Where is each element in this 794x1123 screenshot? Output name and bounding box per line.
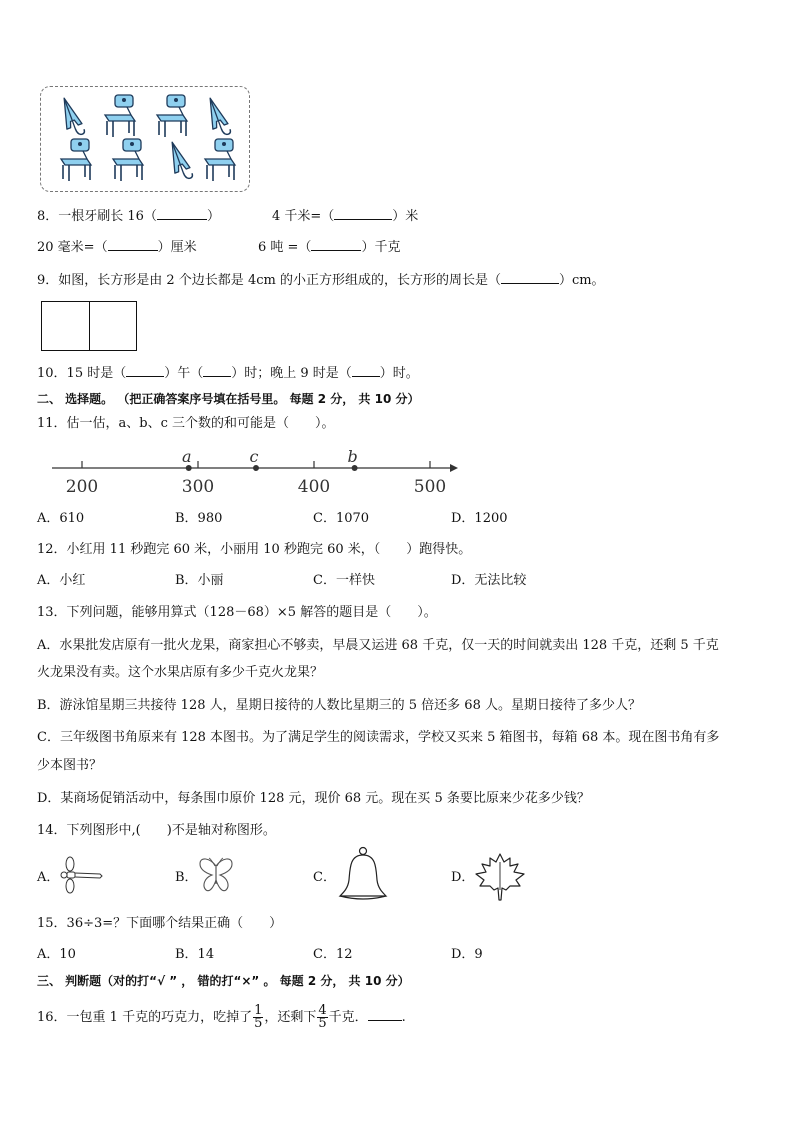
q8-line2-b [258, 238, 400, 257]
q8-line1 [37, 207, 220, 226]
number-line-point-label: b [347, 448, 358, 466]
chair-icon [61, 139, 91, 181]
q10-text: ）时；晚上 9 时是（ [231, 366, 352, 381]
q13-option-a-cont: 火龙果没有卖。这个水果店原有多少千克火龙果？ [37, 665, 324, 680]
q13-option-b[interactable]: B．游泳馆星期三共接待 128 人，星期日接待的人数比星期三的 5 倍还多 68 人。星期日接待了多少人？ [37, 698, 641, 713]
q11-option-a[interactable]: A．610 [37, 511, 85, 526]
butterfly-icon [196, 856, 236, 896]
q9-text-end: ）cm。 [558, 273, 605, 288]
answer-blank[interactable] [311, 238, 361, 251]
q11-option-c[interactable]: C．1070 [313, 511, 370, 526]
q10-text: 10．15 时是（ [37, 366, 127, 381]
q14-option-b-label: B． [175, 870, 198, 885]
chair-icon [105, 95, 135, 137]
section-2-heading: 二、 选择题。 （把正确答案序号填在括号里。 每题 2 分， 共 10 分） [37, 392, 420, 406]
q16-line [37, 998, 406, 1038]
q14-option-c-label: C． [313, 870, 336, 885]
q8-line1-b [272, 207, 418, 226]
q14-option-c[interactable] [313, 869, 336, 887]
q15-option-c[interactable]: C．12 [313, 947, 353, 962]
q8-text: ） [206, 209, 220, 224]
answer-blank[interactable] [108, 238, 158, 251]
q10-text: ）时。 [379, 366, 419, 381]
q8-toothbrush-text: 8．一根牙刷长 16（ [37, 209, 157, 224]
number-line-point-label: a [181, 448, 192, 466]
bell-icon [338, 846, 388, 904]
q8-mm-text: 20 毫米=（ [37, 240, 108, 255]
number-line-tick-label: 200 [65, 477, 99, 496]
q14-option-b[interactable] [175, 869, 198, 887]
q15-text: 15．36÷3=？下面哪个结果正确（ ） [37, 916, 283, 931]
chair-icon [157, 95, 187, 137]
answer-blank[interactable] [501, 271, 559, 284]
fraction-numerator: 4 [318, 1003, 327, 1018]
fraction-numerator: 1 [254, 1003, 263, 1018]
number-line-arrow [450, 464, 458, 472]
fraction-denominator: 5 [254, 1016, 263, 1031]
q9-text: 9．如图，长方形是由 2 个边长都是 4cm 的小正方形组成的，长方形的周长是（ [37, 273, 501, 288]
q8-text: ）厘米 [157, 240, 197, 255]
q15-option-a[interactable]: A．10 [37, 947, 76, 962]
chair-icon [113, 139, 143, 181]
q16-text: . [401, 1010, 406, 1025]
dragonfly-icon [58, 856, 104, 896]
q14-option-a-label: A． [37, 870, 60, 885]
q15-option-b[interactable]: B．14 [175, 947, 215, 962]
q12-option-b[interactable]: B．小丽 [175, 573, 224, 588]
rectangle-divider [89, 302, 90, 350]
rectangle-figure [41, 301, 137, 351]
q13-text: 13．下列问题，能够用算式（128－68）×5 解答的题目是（ ）。 [37, 605, 437, 620]
q11-text: 11．估一估，a、b、c 三个数的和可能是（ ）。 [37, 416, 335, 431]
q14-option-a[interactable] [37, 869, 59, 887]
umbrella-icon [165, 139, 194, 182]
q12-option-a[interactable]: A．小红 [37, 573, 86, 588]
umbrella-icon [57, 95, 86, 138]
umbrellas-and-chairs-figure [41, 87, 249, 191]
q16-text: 千克． [328, 1010, 368, 1025]
q14-option-d-label: D． [451, 870, 475, 885]
q14-text: 14．下列图形中,( )不是轴对称图形。 [37, 823, 276, 838]
q8-text: ）米 [392, 209, 419, 224]
q13-option-c[interactable]: C．三年级图书角原来有 128 本图书。为了满足学生的阅读需求，学校又买来 5 箱图书，每箱 68 本。现在图书角有多 [37, 730, 720, 745]
answer-blank[interactable] [126, 364, 164, 377]
answer-blank[interactable] [157, 207, 207, 220]
q16-text: ，还剩下 [264, 1010, 317, 1025]
number-line-tick-label: 300 [181, 477, 215, 496]
q10-text: ）午（ [164, 366, 204, 381]
number-line-point-label: c [249, 448, 259, 466]
fraction-four-fifths [317, 1005, 327, 1030]
q16-text: 16．一包重 1 千克的巧克力，吃掉了 [37, 1010, 253, 1025]
objects-picture-box [40, 86, 250, 192]
section-3-heading: 三、 判断题（对的打“√ ” ， 错的打“×” 。 每题 2 分， 共 10 分） [37, 974, 410, 988]
q8-km-text: 4 千米=（ [272, 209, 335, 224]
fraction-denominator: 5 [318, 1016, 327, 1031]
answer-blank[interactable] [203, 364, 231, 377]
q14-option-d[interactable] [451, 869, 474, 887]
q12-option-d[interactable]: D．无法比较 [451, 573, 527, 588]
q9-line [37, 271, 605, 290]
q15-option-d[interactable]: D．9 [451, 947, 483, 962]
q13-option-c-cont: 少本图书？ [37, 758, 103, 773]
q8-ton-text: 6 吨 =（ [258, 240, 312, 255]
number-line-tick-label: 500 [413, 477, 447, 496]
q8-text: ）千克 [361, 240, 401, 255]
q10-line [37, 364, 419, 383]
q12-option-c[interactable]: C．一样快 [313, 573, 375, 588]
q12-text: 12．小红用 11 秒跑完 60 米，小丽用 10 秒跑完 60 米，（ ）跑得快。 [37, 542, 472, 557]
fraction-one-fifth [253, 1005, 263, 1030]
q11-option-d[interactable]: D．1200 [451, 511, 508, 526]
answer-blank[interactable] [352, 364, 380, 377]
number-line-tick-label: 400 [297, 477, 331, 496]
chair-icon [205, 139, 235, 181]
answer-blank[interactable] [368, 1008, 402, 1021]
answer-blank[interactable] [334, 207, 392, 220]
q11-option-b[interactable]: B．980 [175, 511, 223, 526]
number-line [50, 448, 460, 496]
umbrella-icon [203, 95, 232, 138]
q13-option-d[interactable]: D．某商场促销活动中，每条围巾原价 128 元，现价 68 元。现在买 5 条要比原来少花多少钱？ [37, 791, 590, 806]
q8-line2 [37, 238, 197, 257]
q13-option-a[interactable]: A．水果批发店原有一批火龙果，商家担心不够卖，早晨又运进 68 千克，仅一天的时间就卖出 128 千克，还剩 5 千克 [37, 638, 719, 653]
leaf-icon [474, 852, 526, 902]
